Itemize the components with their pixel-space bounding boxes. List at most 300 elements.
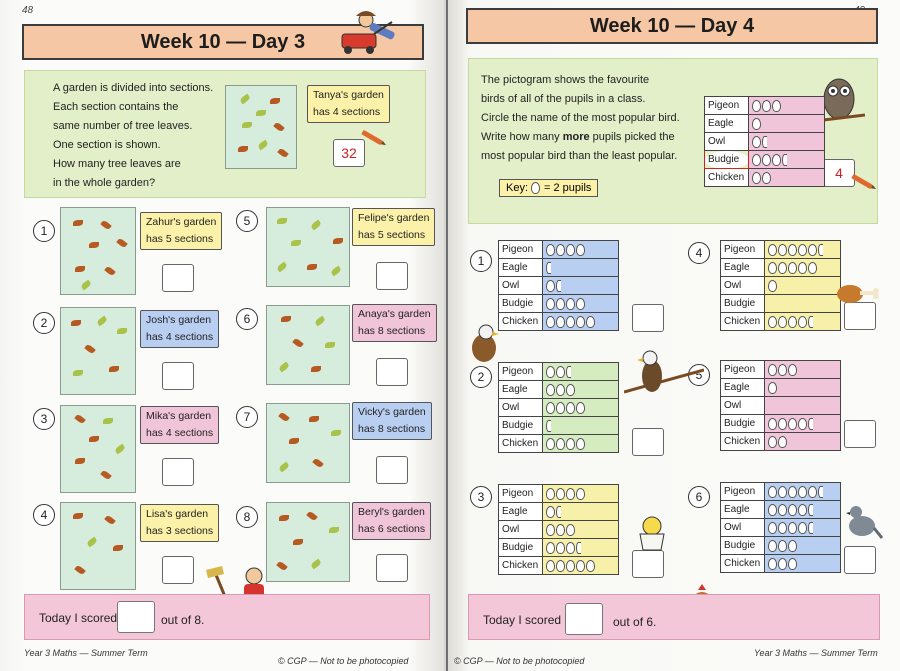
half-egg-icon (576, 542, 581, 554)
bird-name[interactable]: Chicken (721, 313, 765, 331)
eagle-illustration (464, 322, 504, 366)
bird-name[interactable]: Budgie (499, 539, 543, 557)
bird-name[interactable]: Chicken (499, 313, 543, 331)
leaf-green (310, 559, 322, 570)
bird-name: Chicken (705, 169, 749, 187)
question-number: 2 (470, 366, 492, 388)
egg-icon (778, 436, 787, 448)
answer-box[interactable] (632, 428, 664, 456)
egg-icon (752, 172, 761, 184)
egg-icon (576, 298, 585, 310)
score-label: Today I scored (39, 611, 118, 625)
egg-icon (798, 316, 807, 328)
egg-icon (546, 384, 555, 396)
egg-cell (765, 537, 841, 555)
egg-icon (768, 418, 777, 430)
pictogram-row (721, 483, 841, 501)
leaf-green (239, 94, 251, 105)
leaf-green (103, 418, 113, 424)
egg-icon (576, 438, 585, 450)
intro-panel (24, 70, 426, 198)
half-egg-icon (818, 486, 823, 498)
pictogram-table (720, 482, 841, 573)
pictogram-row (721, 295, 841, 313)
egg-icon (768, 558, 777, 570)
egg-icon (546, 280, 555, 292)
example-answer-box: 4 (823, 159, 855, 187)
garden-label (352, 402, 432, 440)
egg-icon (566, 244, 575, 256)
pictogram-table (720, 240, 841, 331)
garden-label (140, 504, 219, 542)
bird-name[interactable]: Owl (721, 277, 765, 295)
leaf-green (114, 444, 126, 455)
leaf-orange (116, 237, 128, 248)
half-egg-icon (546, 262, 551, 274)
leaf-orange (333, 238, 343, 244)
egg-icon (788, 522, 797, 534)
egg-icon (566, 298, 575, 310)
leaf-green (256, 110, 266, 116)
egg-icon (566, 316, 575, 328)
answer-box[interactable] (162, 264, 194, 292)
answer-box[interactable] (844, 420, 876, 448)
egg-icon (556, 366, 565, 378)
example-garden-section (225, 85, 297, 169)
egg-icon (798, 244, 807, 256)
bird-name[interactable]: Eagle (499, 381, 543, 399)
chick-in-egg-illustration (634, 512, 670, 552)
pictogram-row (721, 433, 841, 451)
leaf-green (276, 262, 288, 273)
pictogram-row (499, 539, 619, 557)
leaf-orange (292, 337, 304, 348)
question-number: 4 (33, 504, 55, 526)
egg-icon (556, 560, 565, 572)
egg-icon (566, 488, 575, 500)
label-line: Felipe's garden (358, 212, 430, 224)
egg-icon (531, 182, 540, 194)
leaf-green (96, 316, 108, 327)
egg-cell (765, 501, 841, 519)
question-number: 8 (236, 506, 258, 528)
question-number: 5 (236, 210, 258, 232)
egg-cell (543, 295, 619, 313)
half-egg-icon (566, 366, 571, 378)
leaf-green (330, 266, 342, 277)
egg-cell (749, 133, 825, 151)
leaf-orange (307, 264, 317, 270)
left-page (0, 0, 446, 671)
leaf-green (331, 430, 341, 436)
leaf-green (278, 362, 290, 373)
egg-icon (768, 364, 777, 376)
leaf-orange (309, 416, 319, 422)
example-garden-label (307, 85, 390, 123)
egg-icon (546, 316, 555, 328)
leaf-orange (312, 457, 324, 468)
egg-icon (546, 244, 555, 256)
egg-icon (556, 244, 565, 256)
egg-cell (765, 241, 841, 259)
intro-line: Each section contains the (53, 101, 179, 113)
egg-icon (556, 438, 565, 450)
bird-name[interactable]: Owl (499, 277, 543, 295)
leaf-green (73, 370, 83, 376)
egg-icon (808, 486, 817, 498)
page-number: 48 (22, 5, 34, 16)
egg-icon (768, 280, 777, 292)
egg-cell (543, 503, 619, 521)
egg-icon (576, 244, 585, 256)
egg-cell (765, 415, 841, 433)
egg-icon (762, 100, 771, 112)
bird-name: Eagle (705, 115, 749, 133)
leaf-orange (104, 265, 116, 276)
egg-cell (765, 379, 841, 397)
egg-cell (543, 557, 619, 575)
intro-line (481, 128, 680, 147)
gardener-mower-illustration (334, 8, 418, 54)
leaf-green (329, 527, 339, 533)
label-line: Beryl's garden (358, 506, 425, 518)
bird-name: Owl (705, 133, 749, 151)
egg-icon (762, 172, 771, 184)
question-number: 1 (470, 250, 492, 272)
egg-cell (543, 539, 619, 557)
egg-cell (543, 399, 619, 417)
leaf-orange (281, 316, 291, 322)
egg-icon (778, 316, 787, 328)
question-number: 6 (236, 308, 258, 330)
intro-text (53, 79, 213, 193)
intro-line: same number of tree leaves. (53, 120, 193, 132)
pictogram-row (499, 435, 619, 453)
question-number: 1 (33, 220, 55, 242)
bird-name[interactable]: Pigeon (721, 361, 765, 379)
egg-icon (798, 418, 807, 430)
egg-icon (556, 298, 565, 310)
label-line: has 4 sections (146, 427, 214, 439)
bird-name[interactable]: Pigeon (499, 241, 543, 259)
intro-line: One section is shown. (53, 139, 161, 151)
pictogram-row (705, 151, 825, 169)
egg-icon (752, 100, 761, 112)
pictogram-row (705, 169, 825, 187)
page-title-banner (466, 8, 878, 44)
question-number: 3 (33, 408, 55, 430)
pictogram-row (499, 313, 619, 331)
egg-icon (778, 244, 787, 256)
intro-text (481, 71, 680, 166)
egg-icon (768, 262, 777, 274)
answer-box[interactable] (376, 554, 408, 582)
label-line: has 8 sections (358, 423, 426, 435)
label-line: has 6 sections (358, 523, 426, 535)
pictogram-key (499, 179, 598, 197)
bird-name[interactable]: Owl (721, 397, 765, 415)
bird-name[interactable]: Pigeon (499, 485, 543, 503)
pictogram-row (499, 557, 619, 575)
leaf-orange (113, 545, 123, 551)
egg-cell (749, 97, 825, 115)
label-line: Josh's garden (146, 314, 212, 326)
egg-icon (778, 522, 787, 534)
answer-box[interactable] (376, 262, 408, 290)
label-line: has 3 sections (146, 525, 214, 537)
pictogram-table (498, 240, 619, 331)
answer-box[interactable] (162, 556, 194, 584)
leaf-orange (74, 564, 86, 575)
egg-icon (778, 262, 787, 274)
page-title: Week 10 — Day 4 (589, 14, 755, 37)
label-line: has 4 sections (146, 331, 214, 343)
bird-name[interactable]: Eagle (721, 259, 765, 277)
egg-cell (749, 151, 825, 169)
egg-cell (765, 519, 841, 537)
egg-icon (586, 560, 595, 572)
egg-cell (543, 277, 619, 295)
egg-cell (765, 313, 841, 331)
answer-box[interactable] (162, 458, 194, 486)
egg-icon (772, 100, 781, 112)
score-input[interactable] (117, 601, 155, 633)
copyright: © CGP — Not to be photocopied (278, 656, 409, 666)
key-label: Key: (506, 182, 529, 194)
bird-name[interactable]: Eagle (721, 379, 765, 397)
answer-box[interactable] (376, 456, 408, 484)
egg-cell (543, 417, 619, 435)
question-number: 3 (470, 486, 492, 508)
label-line: Lisa's garden (146, 508, 209, 520)
egg-icon (556, 316, 565, 328)
bird-name[interactable]: Eagle (721, 501, 765, 519)
garden-section (60, 405, 136, 493)
pictogram-row (499, 277, 619, 295)
pictogram-row (721, 361, 841, 379)
egg-icon (798, 522, 807, 534)
leaf-green (117, 328, 127, 334)
egg-icon (768, 436, 777, 448)
pictogram-row (721, 379, 841, 397)
score-total: out of 6. (613, 615, 657, 629)
egg-icon (768, 540, 777, 552)
egg-icon (778, 558, 787, 570)
pictogram-row (705, 97, 825, 115)
bird-name[interactable]: Pigeon (721, 483, 765, 501)
garden-section (60, 307, 136, 395)
label-line: Anaya's garden (358, 308, 431, 320)
leaf-orange (289, 438, 299, 444)
chicken-leg-illustration (834, 282, 884, 306)
pictogram-row (499, 241, 619, 259)
leaf-orange (311, 366, 321, 372)
pictogram-row (721, 555, 841, 573)
bird-name[interactable]: Budgie (721, 415, 765, 433)
leaf-green (86, 537, 98, 548)
egg-icon (586, 316, 595, 328)
egg-icon (768, 316, 777, 328)
leaf-orange (270, 98, 280, 104)
garden-label (140, 406, 219, 444)
egg-cell (543, 259, 619, 277)
half-egg-icon (556, 506, 561, 518)
pictogram-row (499, 381, 619, 399)
pictogram-row (499, 417, 619, 435)
garden-label (352, 502, 431, 540)
bird-name[interactable]: Pigeon (721, 241, 765, 259)
egg-icon (566, 438, 575, 450)
eagle-on-branch-illustration (624, 346, 704, 402)
pictogram-row (499, 259, 619, 277)
leaf-orange (306, 510, 318, 521)
answer-box[interactable] (632, 550, 664, 578)
question-number: 6 (688, 486, 710, 508)
egg-icon (788, 244, 797, 256)
pictogram-row (499, 399, 619, 417)
egg-icon (576, 402, 585, 414)
leaf-green (291, 240, 301, 246)
egg-cell (765, 483, 841, 501)
leaf-orange (279, 515, 289, 521)
label-line: Mika's garden (146, 410, 212, 422)
leaf-orange (273, 121, 285, 132)
leaf-orange (238, 146, 248, 152)
egg-icon (566, 560, 575, 572)
pictogram-row (499, 521, 619, 539)
egg-cell (765, 555, 841, 573)
leaf-orange (73, 220, 83, 226)
intro-line: most popular bird than the least popular. (481, 150, 678, 162)
label-line: has 8 sections (358, 325, 426, 337)
half-egg-icon (818, 244, 823, 256)
egg-icon (788, 364, 797, 376)
book-title: Year 3 Maths — Summer Term (24, 648, 148, 658)
half-egg-icon (808, 504, 813, 516)
answer-box[interactable] (162, 362, 194, 390)
pictogram-row (705, 133, 825, 151)
half-egg-icon (808, 316, 813, 328)
egg-icon (566, 384, 575, 396)
egg-icon (546, 488, 555, 500)
bird-name[interactable]: Chicken (721, 555, 765, 573)
egg-icon (556, 542, 565, 554)
garden-label (140, 212, 222, 250)
pictogram-row (721, 241, 841, 259)
pictogram-row (499, 485, 619, 503)
bird-name[interactable]: Budgie (499, 417, 543, 435)
key-value: = 2 pupils (544, 182, 592, 194)
egg-cell (765, 433, 841, 451)
pictogram-row (721, 397, 841, 415)
egg-icon (808, 244, 817, 256)
bird-name[interactable]: Eagle (499, 259, 543, 277)
answer-box[interactable] (844, 546, 876, 574)
intro-text-part: Write how many (481, 131, 563, 143)
bird-name[interactable]: Budgie (721, 537, 765, 555)
bird-name[interactable]: Budgie (499, 295, 543, 313)
score-footer (468, 594, 880, 640)
intro-line: How many tree leaves are (53, 158, 181, 170)
egg-icon (556, 402, 565, 414)
egg-icon (546, 560, 555, 572)
garden-section (60, 207, 136, 295)
egg-icon (546, 402, 555, 414)
intro-line: in the whole garden? (53, 177, 156, 189)
question-number: 7 (236, 406, 258, 428)
egg-icon (546, 524, 555, 536)
bird-name[interactable]: Eagle (499, 503, 543, 521)
label-line: has 4 sections (313, 106, 381, 118)
egg-icon (778, 364, 787, 376)
bird-name: Pigeon (705, 97, 749, 115)
egg-cell (765, 295, 841, 313)
bird-name[interactable]: Chicken (499, 557, 543, 575)
egg-cell (765, 277, 841, 295)
bird-name[interactable]: Owl (499, 521, 543, 539)
leaf-orange (293, 539, 303, 545)
leaf-green (325, 342, 335, 348)
egg-cell (543, 381, 619, 399)
pictogram-row (499, 363, 619, 381)
egg-cell (543, 313, 619, 331)
bird-name[interactable]: Chicken (499, 435, 543, 453)
copyright: © CGP — Not to be photocopied (454, 656, 585, 666)
pictogram-row (721, 259, 841, 277)
intro-line: A garden is divided into sections. (53, 82, 214, 94)
leaf-green (242, 122, 252, 128)
bird-name[interactable]: Owl (721, 519, 765, 537)
bird-name[interactable]: Owl (499, 399, 543, 417)
egg-icon (798, 486, 807, 498)
egg-icon (566, 542, 575, 554)
egg-icon (768, 486, 777, 498)
pictogram-table (498, 362, 619, 453)
leaf-orange (75, 458, 85, 464)
label-line: Zahur's garden (146, 216, 217, 228)
bird-name[interactable]: Chicken (721, 433, 765, 451)
answer-box[interactable] (632, 304, 664, 332)
egg-icon (566, 524, 575, 536)
egg-cell (543, 521, 619, 539)
answer-box[interactable] (844, 302, 876, 330)
intro-line: birds of all of the pupils in a class. (481, 93, 646, 105)
leaf-green (80, 280, 92, 291)
leaf-orange (75, 266, 85, 272)
bird-name[interactable]: Budgie (721, 295, 765, 313)
pictogram-row (721, 519, 841, 537)
example-answer-box: 32 (333, 139, 365, 167)
score-input[interactable] (565, 603, 603, 635)
egg-icon (576, 316, 585, 328)
egg-icon (798, 262, 807, 274)
egg-icon (788, 558, 797, 570)
leaf-orange (109, 366, 119, 372)
pictogram-row (721, 501, 841, 519)
garden-label (140, 310, 219, 348)
egg-icon (808, 262, 817, 274)
answer-box[interactable] (376, 358, 408, 386)
intro-line: Circle the name of the most popular bird. (481, 112, 680, 124)
egg-icon (546, 542, 555, 554)
label-line: Tanya's garden (313, 89, 384, 101)
egg-icon (576, 560, 585, 572)
bird-name[interactable]: Pigeon (499, 363, 543, 381)
right-page (448, 0, 900, 671)
pictogram-row (721, 415, 841, 433)
leaf-orange (89, 242, 99, 248)
half-egg-icon (556, 280, 561, 292)
